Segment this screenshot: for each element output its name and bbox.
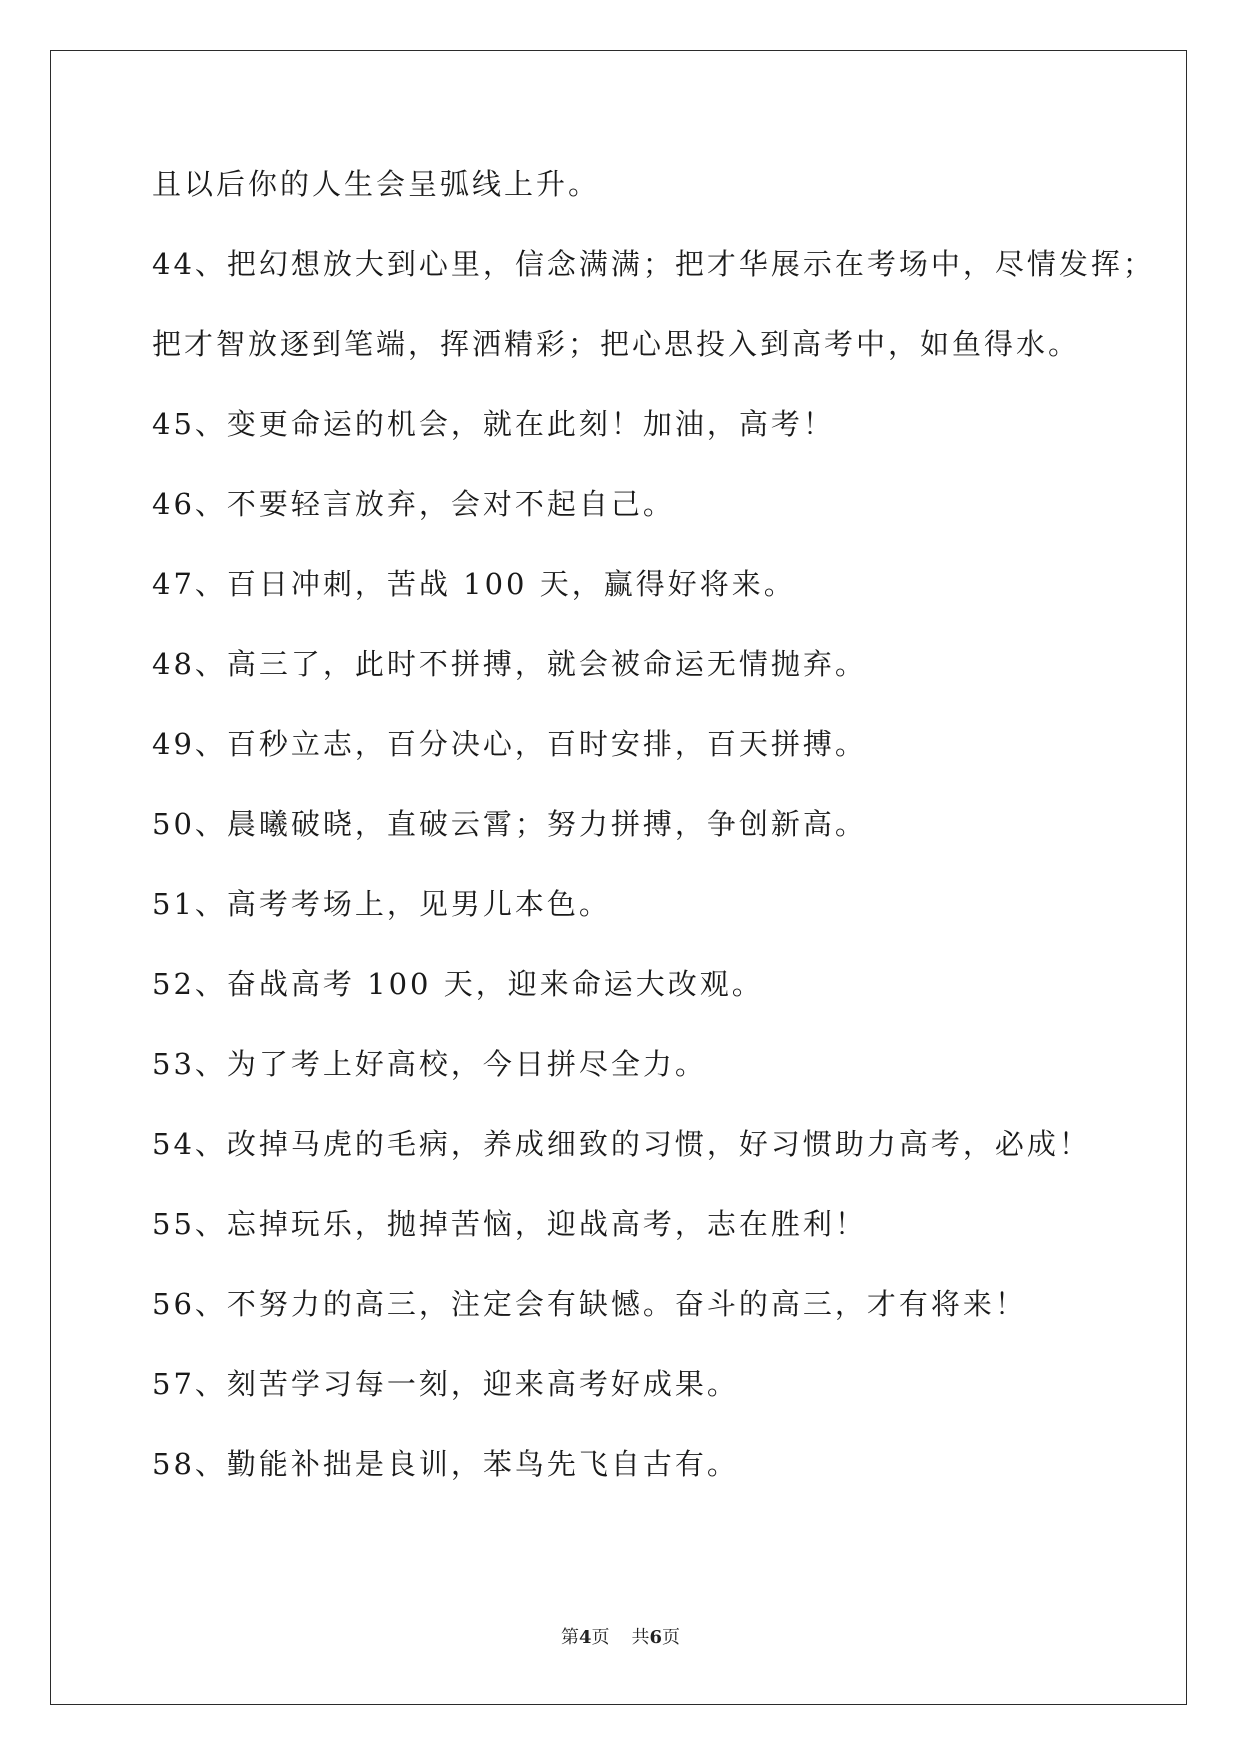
page-footer xyxy=(0,1627,1241,1649)
text-line: 55、忘掉玩乐，抛掉苦恼，迎战高考，志在胜利！ xyxy=(152,1207,867,1241)
page-total-number: 6 xyxy=(649,1627,663,1648)
text-line: 46、不要轻言放弃，会对不起自己。 xyxy=(152,487,675,521)
text-line: 把才智放逐到笔端，挥洒精彩；把心思投入到高考中，如鱼得水。 xyxy=(152,327,1081,361)
text-line: 54、改掉马虎的毛病，养成细致的习惯，好习惯助力高考，必成！ xyxy=(152,1127,1091,1161)
text-line: 50、晨曦破晓，直破云霄；努力拼搏，争创新高。 xyxy=(152,807,867,841)
page-current-number: 4 xyxy=(578,1627,592,1648)
text-line: 56、不努力的高三，注定会有缺憾。奋斗的高三，才有将来！ xyxy=(152,1287,1027,1321)
text-line: 44、把幻想放大到心里，信念满满；把才华展示在考场中，尽情发挥； xyxy=(152,247,1155,281)
text-line: 58、勤能补拙是良训，苯鸟先飞自古有。 xyxy=(152,1447,739,1481)
text-line: 48、高三了，此时不拼搏，就会被命运无情抛弃。 xyxy=(152,647,867,681)
text-line: 57、刻苦学习每一刻，迎来高考好成果。 xyxy=(152,1367,739,1401)
text-line: 52、奋战高考 100 天，迎来命运大改观。 xyxy=(152,967,764,1001)
text-line: 47、百日冲刺，苦战 100 天，赢得好将来。 xyxy=(152,567,796,601)
total-prefix: 共 xyxy=(631,1627,650,1648)
total-suffix: 页 xyxy=(662,1627,681,1648)
text-line: 且以后你的人生会呈弧线上升。 xyxy=(152,167,601,201)
text-line: 51、高考考场上，见男儿本色。 xyxy=(152,887,611,921)
page-prefix: 第 xyxy=(560,1627,579,1648)
text-line: 53、为了考上好高校，今日拼尽全力。 xyxy=(152,1047,707,1081)
document-body xyxy=(152,167,1155,1528)
page-suffix: 页 xyxy=(591,1627,610,1648)
text-line: 45、变更命运的机会，就在此刻！加油，高考！ xyxy=(152,407,835,441)
text-line: 49、百秒立志，百分决心，百时安排，百天拼搏。 xyxy=(152,727,867,761)
